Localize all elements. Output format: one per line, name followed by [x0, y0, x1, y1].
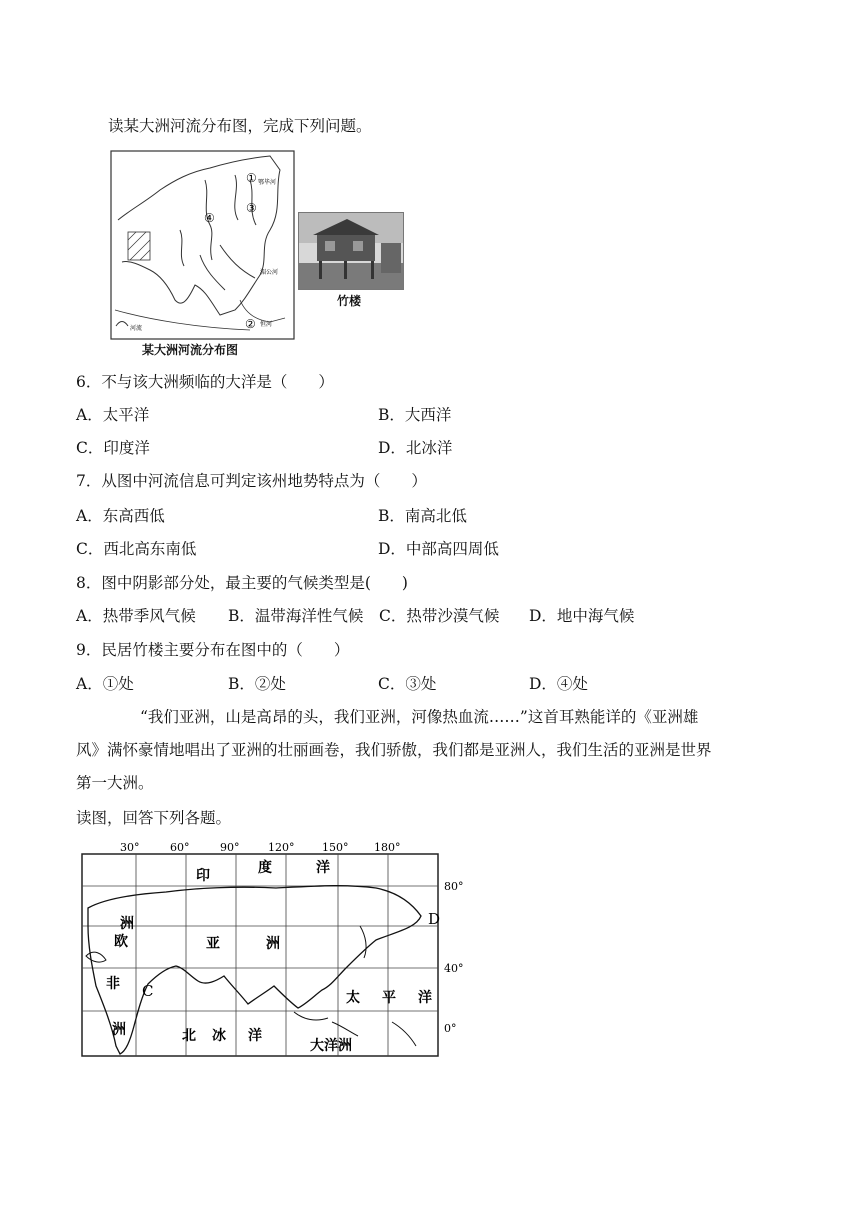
q6-option-d: D．北冰洋: [378, 439, 453, 457]
river-map-figure: [110, 150, 295, 340]
label-tai: 太: [346, 990, 360, 1006]
marker-2: ②: [245, 317, 256, 331]
lon-label-90: 90°: [220, 841, 240, 854]
q8-option-b: B．温带海洋性气候: [228, 607, 364, 625]
passage-line-1: “我们亚洲，山是高昂的头，我们亚洲，河像热血流……”这首耳熟能详的《亚洲雄: [140, 708, 699, 726]
q6-option-c: C．印度洋: [76, 439, 150, 457]
river-map-caption: 某大洲河流分布图: [142, 343, 239, 357]
bamboo-house-photo: [298, 212, 404, 290]
label-yang-arctic: 洋: [248, 1028, 262, 1044]
marker-d: D: [428, 910, 441, 928]
q7-option-a: A．东高西低: [76, 507, 165, 525]
asia-map-figure: [76, 836, 476, 1062]
label-ya: 亚: [206, 936, 220, 952]
label-bei: 北: [182, 1028, 196, 1044]
label-zhou-europe: 洲: [120, 916, 134, 932]
river-label-3: 恒河: [260, 321, 273, 328]
q7-option-c: C．西北高东南低: [76, 540, 197, 558]
asia-map: [76, 836, 476, 1062]
intro-2: 读图，回答下列各题。: [76, 809, 232, 827]
lon-label-30: 30°: [120, 841, 140, 854]
label-europe: 欧: [114, 934, 128, 950]
q7-stem: 7．从图中河流信息可判定该州地势特点为（ ）: [76, 472, 427, 490]
q8-stem: 8．图中阴影部分处，最主要的气候类型是( ): [76, 574, 408, 592]
lat-label-0: 0°: [444, 1022, 457, 1035]
label-yang-top: 洋: [316, 860, 330, 876]
label-zhou-asia: 洲: [266, 936, 280, 952]
lon-label-150: 150°: [322, 841, 349, 854]
label-oceania: 大洋洲: [310, 1038, 352, 1054]
lat-label-80: 80°: [444, 880, 464, 893]
q9-stem: 9．民居竹楼主要分布在图中的（ ）: [76, 641, 350, 659]
passage-line-2: 风》满怀豪情地唱出了亚洲的壮丽画卷，我们骄傲，我们都是亚洲人，我们生活的亚洲是世界: [76, 741, 712, 759]
label-du: 度: [258, 860, 272, 876]
q7-option-d: D．中部高四周低: [378, 540, 499, 558]
marker-1: ①: [246, 171, 257, 185]
lon-label-60: 60°: [170, 841, 190, 854]
label-zhou-africa: 洲: [112, 1022, 126, 1038]
q9-option-c: C．③处: [378, 675, 437, 693]
lon-label-180: 180°: [374, 841, 401, 854]
marker-c: C: [142, 982, 154, 1000]
photo-caption: 竹楼: [337, 294, 362, 308]
intro-text: 读某大洲河流分布图，完成下列问题。: [108, 117, 372, 135]
river-label-2: 湄公河: [260, 269, 279, 276]
q8-option-d: D．地中海气候: [529, 607, 635, 625]
q9-option-d: D．④处: [529, 675, 588, 693]
label-yin: 印: [196, 868, 210, 884]
marker-4: ④: [204, 211, 215, 225]
q9-option-a: A．①处: [76, 675, 134, 693]
label-bing: 冰: [212, 1028, 226, 1044]
lon-label-120: 120°: [268, 841, 295, 854]
q7-option-b: B．南高北低: [378, 507, 467, 525]
river-map: [110, 150, 295, 340]
legend-label: 河流: [130, 325, 143, 332]
q8-option-a: A．热带季风气候: [76, 607, 196, 625]
label-yang-pacific: 洋: [418, 990, 432, 1006]
river-label-1: 鄂毕河: [258, 179, 277, 186]
q6-option-b: B．大西洋: [378, 406, 452, 424]
q6-stem: 6．不与该大洲频临的大洋是（ ）: [76, 373, 334, 391]
q8-option-c: C．热带沙漠气候: [379, 607, 500, 625]
house-drawing: [299, 213, 403, 289]
marker-3: ③: [246, 201, 257, 215]
label-ping: 平: [382, 990, 396, 1006]
passage-line-3: 第一大洲。: [76, 774, 154, 792]
label-fei: 非: [106, 976, 120, 992]
q6-option-a: A．太平洋: [76, 406, 150, 424]
lat-label-40: 40°: [444, 962, 464, 975]
q9-option-b: B．②处: [228, 675, 286, 693]
